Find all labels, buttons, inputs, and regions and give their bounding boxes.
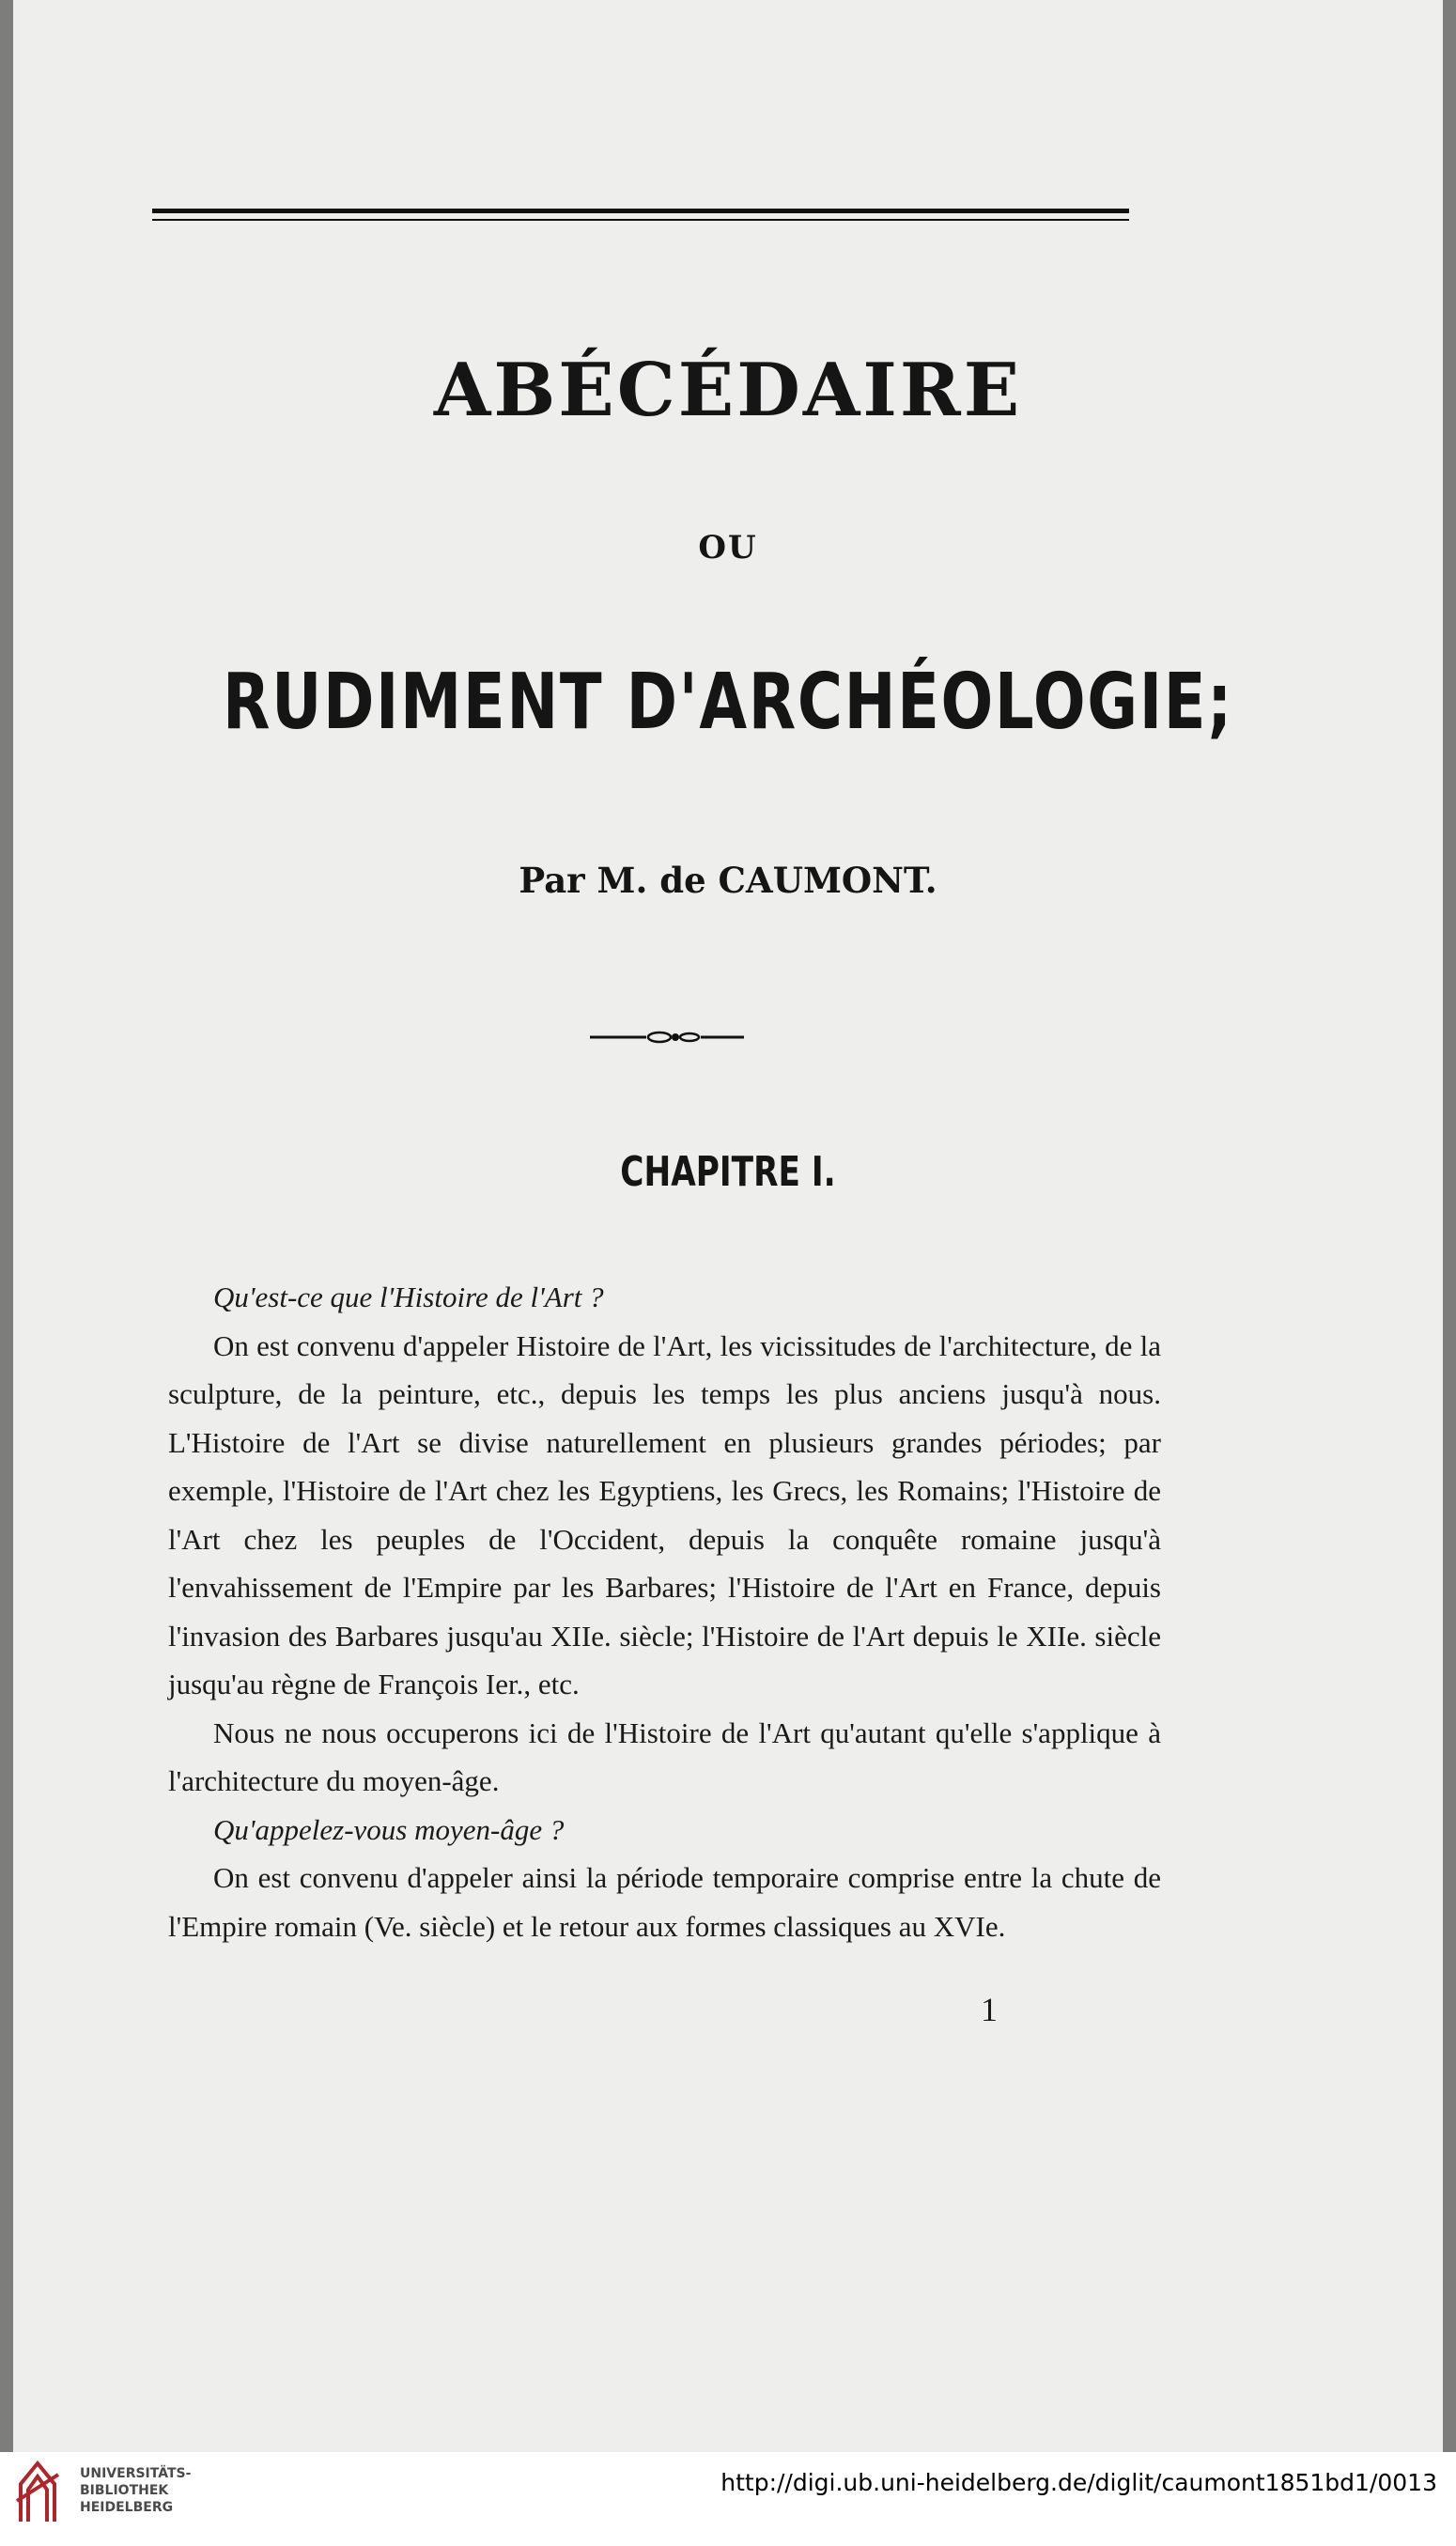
library-name-line: HEIDELBERG (80, 2500, 174, 2515)
library-logo-icon (15, 2456, 60, 2523)
question-line: Qu'est-ce que l'Histoire de l'Art ? (213, 1281, 604, 1313)
paragraph: On est convenu d'appeler Histoire de l'Art, les vicissitudes de l'architecture, de la sculpture, de la peinture, etc., depuis les temps les plus anciens jusqu'à nous. L'Histoire de l'Art se divise naturellement en plusieurs grandes périodes; par exemple, l'Histoire de l'Art chez les Egyptiens, les Grecs, les Romains; l'Histoire de l'Art chez les peuples de l'Occident, depuis la conquête romaine jusqu'à l'envahissement de l'Empire par les Barbares; l'Histoire de l'Art en France, depuis l'invasion des Barbares jusqu'au XIIe. siècle; l'Histoire de l'Art depuis le XIIe. siècle jusqu'au règne de François Ier., etc. (168, 1328, 1161, 1700)
source-url[interactable]: http://digi.ub.uni-heidelberg.de/diglit/caumont1851bd1/0013 (720, 2469, 1437, 2496)
library-name-line: BIBLIOTHEK (80, 2483, 169, 2498)
paragraph: Nous ne nous occuperons ici de l'Histoire de l'Art qu'autant qu'elle s'applique à l'architecture du moyen-âge. (168, 1715, 1161, 1797)
top-rule-thick (152, 209, 1129, 213)
library-name-line: UNIVERSITÄTS- (80, 2466, 192, 2481)
top-rule-thin (152, 219, 1129, 221)
body-text (168, 1273, 1161, 1950)
library-name (80, 2465, 191, 2516)
book-subtitle: RUDIMENT D'ARCHÉOLOGIE; (223, 658, 1234, 747)
footer-bar (0, 2452, 1456, 2546)
page-number: 1 (981, 1991, 998, 2028)
question-line: Qu'appelez-vous moyen-âge ? (213, 1812, 565, 1846)
book-title: ABÉCÉDAIRE (433, 348, 1023, 433)
scanned-page (13, 0, 1443, 2452)
ornament-divider-icon (586, 1026, 746, 1048)
paragraph: On est convenu d'appeler ainsi la période temporaire comprise entre la chute de l'Empire romain (Ve. siècle) et le retour aux formes classiques au XVIe. (168, 1861, 1161, 1943)
chapter-heading: CHAPITRE I. (620, 1148, 836, 1196)
title-ou: OU (698, 529, 758, 567)
author-line: Par M. de CAUMONT. (519, 860, 937, 901)
